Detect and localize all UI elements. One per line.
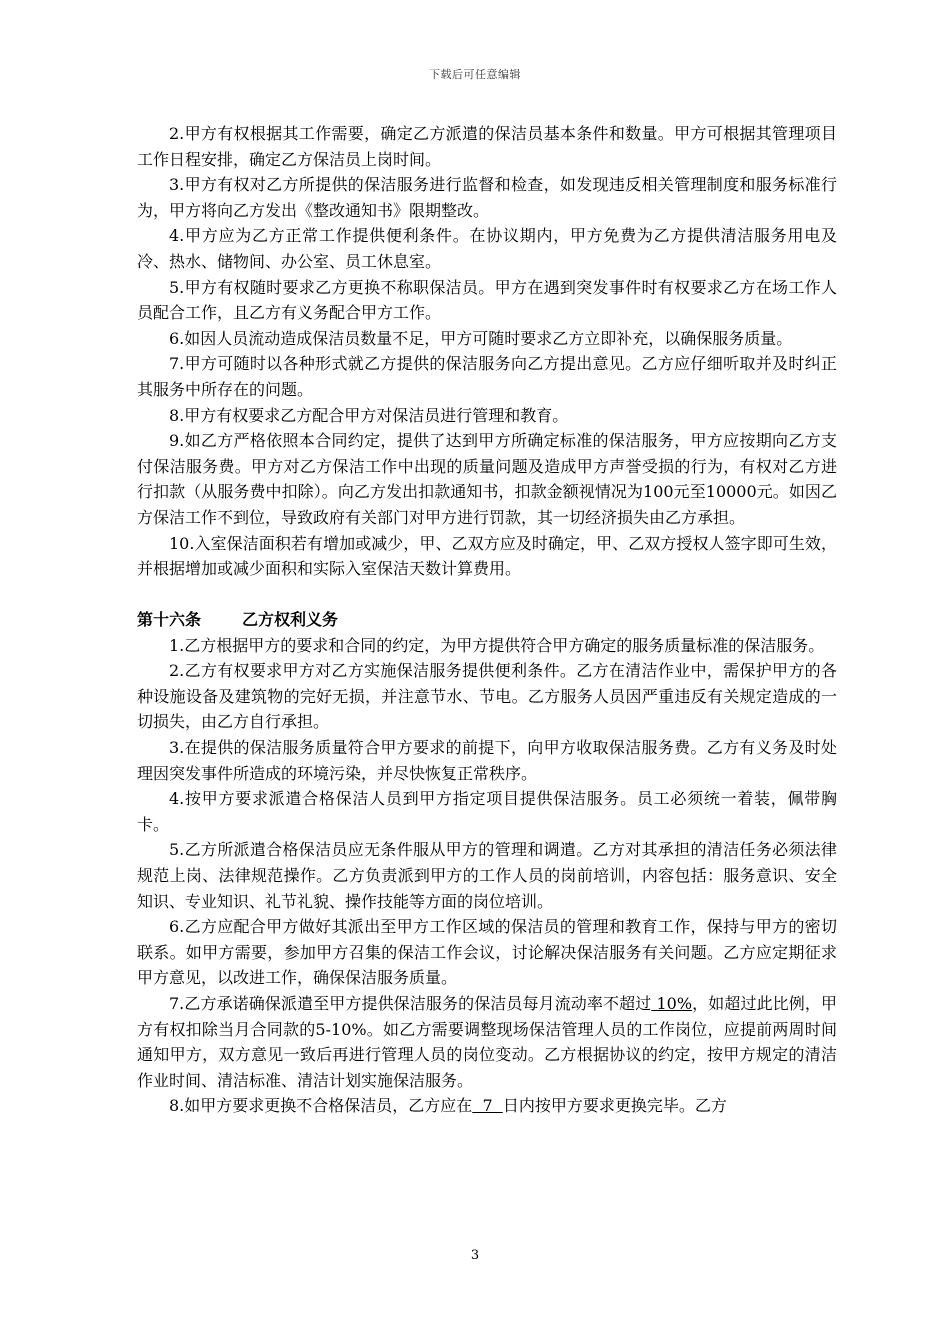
clause-a4: 4.甲方应为乙方正常工作提供便利条件。在协议期内，甲方免费为乙方提供清洁服务用电及冷、热水、储物间、办公室、员工休息室。 [137,226,837,271]
turnover-rate-value: 10% [651,994,693,1013]
clause-b3: 3.在提供的保洁服务质量符合甲方要求的前提下，向甲方收取保洁服务费。乙方有义务及时处理因突发事件所造成的环境污染，并尽快恢复正常秩序。 [137,738,837,783]
clause-a8: 8.甲方有权要求乙方配合甲方对保洁员进行管理和教育。 [169,405,569,425]
clause-b4: 4.按甲方要求派遣合格保洁人员到甲方指定项目提供保洁服务。员工必须统一着装，佩带胸卡。 [137,789,837,834]
article-title: 乙方权利义务 [242,609,339,629]
page-number: 3 [470,1248,480,1263]
clause-a5: 5.甲方有权随时要求乙方更换不称职保洁员。甲方在遇到突发事件时有权要求乙方在场工作人员配合工作，且乙方有义务配合甲方工作。 [137,277,837,323]
replacement-days-value: 7 [472,1096,503,1116]
clause-b8 [137,1093,837,1119]
clause-b8-text-before: 8.如甲方要求更换不合格保洁员，乙方应在 [169,1096,473,1116]
header-note: 下载后可任意编辑 [429,68,521,81]
clause-b7 [137,991,837,1093]
clause-a3: 3.甲方有权对乙方所提供的保洁服务进行监督和检查，如发现违反相关管理制度和服务标准行为，甲方将向乙方发出《整改通知书》限期整改。 [137,175,837,220]
clause-a10: 10.入室保洁面积若有增加或减少，甲、乙双方应及时确定，甲、乙双方授权人签字即可生效，并根据增加或减少面积和实际入室保洁天数计算费用。 [137,533,837,579]
contract-body [137,121,837,1119]
clause-b7-text-before: 7.乙方承诺确保派遣至甲方提供保洁服务的保洁员每月流动率不超过 [169,994,652,1013]
clause-b1: 1.乙方根据甲方的要求和合同的约定，为甲方提供符合甲方确定的服务质量标准的保洁服务。 [169,635,825,655]
article-number: 第十六条 [137,609,202,629]
clause-b2: 2.乙方有权要求甲方对乙方实施保洁服务提供便利条件。乙方在清洁作业中，需保护甲方的各种设施设备及建筑物的完好无损，并注意节水、节电。乙方服务人员因严重违反有关规定造成的一切损失，由乙方自行承担。 [137,661,837,732]
clause-a6: 6.如因人员流动造成保洁员数量不足，甲方可随时要求乙方立即补充，以确保服务质量。 [169,328,793,348]
clause-b6: 6.乙方应配合甲方做好其派出至甲方工作区域的保洁员的管理和教育工作，保持与甲方的密切联系。如甲方需要，参加甲方召集的保洁工作会议，讨论解决保洁服务有关问题。乙方应定期征求甲方意见，以改进工作，确保保洁服务质量。 [137,917,837,988]
clause-b7-text-after: ，如超过此比例，甲方有权扣除当月合同款的5-10%。如乙方需要调整现场保洁管理人员的工作岗位，应提前两周时间通知甲方，双方意见一致后再进行管理人员的岗位变动。乙方根据协议的约定，按甲方规定的清洁作业时间、清洁标准、清洁计划实施保洁服务。 [137,994,837,1090]
clause-a2: 2.甲方有权根据其工作需要，确定乙方派遣的保洁员基本条件和数量。甲方可根据其管理项目工作日程安排，确定乙方保洁员上岗时间。 [137,124,837,169]
article-heading [137,607,837,633]
clause-a9: 9.如乙方严格依照本合同约定，提供了达到甲方所确定标准的保洁服务，甲方应按期向乙方支付保洁服务费。甲方对乙方保洁工作中出现的质量问题及造成甲方声誉受损的行为，有权对乙方进行扣款（从服务费中扣除）。向乙方发出扣款通知书，扣款金额视情况为100元至10000元。如因乙方保洁工作不到位，导致政府有关部门对甲方进行罚款，其一切经济损失由乙方承担。 [137,431,837,527]
clause-b8-text-after: 日内按甲方要求更换完毕。乙方 [502,1096,727,1116]
clause-a7: 7.甲方可随时以各种形式就乙方提供的保洁服务向乙方提出意见。乙方应仔细听取并及时纠正其服务中所存在的问题。 [137,354,837,399]
clause-b5: 5.乙方所派遣合格保洁员应无条件服从甲方的管理和调遣。乙方对其承担的清洁任务必须法律规范上岗、法律规范操作。乙方负责派到甲方的工作人员的岗前培训，内容包括：服务意识、安全知识、专业知识、礼节礼貌、操作技能等方面的岗位培训。 [137,840,837,911]
